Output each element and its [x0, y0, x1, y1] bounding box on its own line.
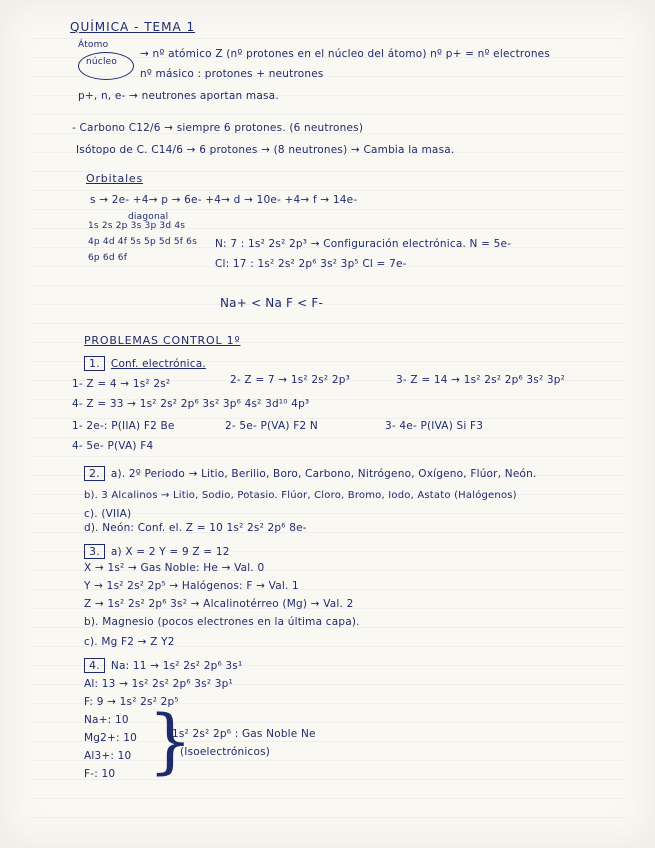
- p4-line-al: Al: 13 → 1s² 2s² 2p⁶ 3s² 3p¹: [84, 678, 233, 690]
- atomic-number-line: → nº atómico Z (nº protones en el núcleo del átomo) nº p+ = nº electrones: [140, 48, 551, 60]
- p4-common-configuration: 1s² 2s² 2p⁶ : Gas Noble Ne: [172, 728, 316, 740]
- p3-line-c: c). Mg F2 → Z Y2: [84, 636, 175, 648]
- orbitals-capacity-line: s → 2e- +4→ p → 6e- +4→ d → 10e- +4→ f → 14e-: [90, 194, 358, 206]
- p1-line-f: 2- 5e- P(VA) F2 N: [225, 420, 318, 432]
- p1-line-h: 4- 5e- P(VA) F4: [72, 440, 154, 452]
- atom-label: Átomo: [78, 40, 109, 50]
- problem-2-number: 2.: [84, 466, 105, 481]
- diagonal-rule-grid: 1s 2s 2p 3s 3p 3d 4s 4p 4d 4f 5s 5p 5d 5f 6s 6p 6d 6f: [88, 221, 198, 263]
- curly-brace: }: [148, 700, 193, 782]
- p3-line-x: X → 1s² → Gas Noble: He → Val. 0: [84, 562, 265, 574]
- p4-ion-na: Na+: 10: [84, 714, 129, 726]
- p3-line-z: Z → 1s² 2s² 2p⁶ 3s² → Alcalinotérreo (Mg) → Val. 2: [84, 598, 354, 610]
- p2-line-d: d). Neón: Conf. el. Z = 10 1s² 2s² 2p⁶ 8e-: [84, 522, 307, 534]
- orbitals-heading: Orbitales: [86, 172, 144, 185]
- p4-isoelectronic-note: (Isoelectrónicos): [180, 746, 271, 758]
- p4-ion-al: Al3+: 10: [84, 750, 132, 762]
- p4-ion-f: F-: 10: [84, 768, 116, 780]
- particles-line: p+, n, e- → neutrones aportan masa.: [78, 90, 279, 102]
- p4-line-f: F: 9 → 1s² 2s² 2p⁵: [84, 696, 179, 708]
- problem-3-number: 3.: [84, 544, 105, 559]
- mass-number-line: nº másico : protones + neutrones: [140, 68, 324, 80]
- chlorine-configuration: Cl: 17 : 1s² 2s² 2p⁶ 3s² 3p⁵ Cl = 7e-: [215, 258, 407, 270]
- p3-line-b: b). Magnesio (pocos electrones en la última capa).: [84, 616, 360, 628]
- p4-line-na: Na: 11 → 1s² 2s² 2p⁶ 3s¹: [110, 660, 243, 672]
- p1-line-b: 2- Z = 7 → 1s² 2s² 2p³: [230, 374, 350, 386]
- problem-1-header: [84, 356, 206, 371]
- nitrogen-configuration: N: 7 : 1s² 2s² 2p³ → Configuración electrónica. N = 5e-: [215, 238, 512, 250]
- diagonal-label: diagonal: [128, 212, 169, 222]
- p1-line-a: 1- Z = 4 → 1s² 2s²: [72, 378, 171, 390]
- nucleus-label: núcleo: [86, 57, 118, 67]
- p1-line-e: 1- 2e-: P(IIA) F2 Be: [72, 420, 175, 432]
- p1-line-c: 3- Z = 14 → 1s² 2s² 2p⁶ 3s² 3p²: [396, 374, 566, 386]
- p2-line-c: c). (VIIA): [84, 508, 132, 520]
- page-title: QUÍMICA - TEMA 1: [70, 20, 196, 34]
- isotope-line: Isótopo de C. C14/6 → 6 protones → (8 neutrones) → Cambia la masa.: [76, 144, 455, 156]
- problem-1-title: Conf. electrónica.: [110, 358, 206, 370]
- p1-line-g: 3- 4e- P(IVA) Si F3: [385, 420, 484, 432]
- problem-1-number: 1.: [84, 356, 105, 371]
- carbon-line: - Carbono C12/6 → siempre 6 protones. (6 neutrones): [72, 122, 364, 134]
- problem-4-number: 4.: [84, 658, 105, 673]
- problem-4-row-na: [84, 658, 242, 673]
- radius-comparison: Na+ < Na F < F-: [220, 296, 324, 310]
- p1-line-d: 4- Z = 33 → 1s² 2s² 2p⁶ 3s² 3p⁶ 4s² 3d¹⁰ 4p³: [72, 398, 310, 410]
- problem-2-row-a: [84, 466, 537, 481]
- p4-ion-mg: Mg2+: 10: [84, 732, 138, 744]
- p3-line-y: Y → 1s² 2s² 2p⁵ → Halógenos: F → Val. 1: [84, 580, 299, 592]
- problems-heading: PROBLEMAS CONTROL 1º: [84, 334, 241, 347]
- p3-head: a) X = 2 Y = 9 Z = 12: [110, 546, 230, 558]
- problem-3-row-head: [84, 544, 230, 559]
- p2-line-a: a). 2º Periodo → Litio, Berilio, Boro, Carbono, Nitrógeno, Oxígeno, Flúor, Neón.: [110, 468, 537, 480]
- p2-line-b: b). 3 Alcalinos → Litio, Sodio, Potasio. Flúor, Cloro, Bromo, Iodo, Astato (Halógenos): [84, 490, 517, 501]
